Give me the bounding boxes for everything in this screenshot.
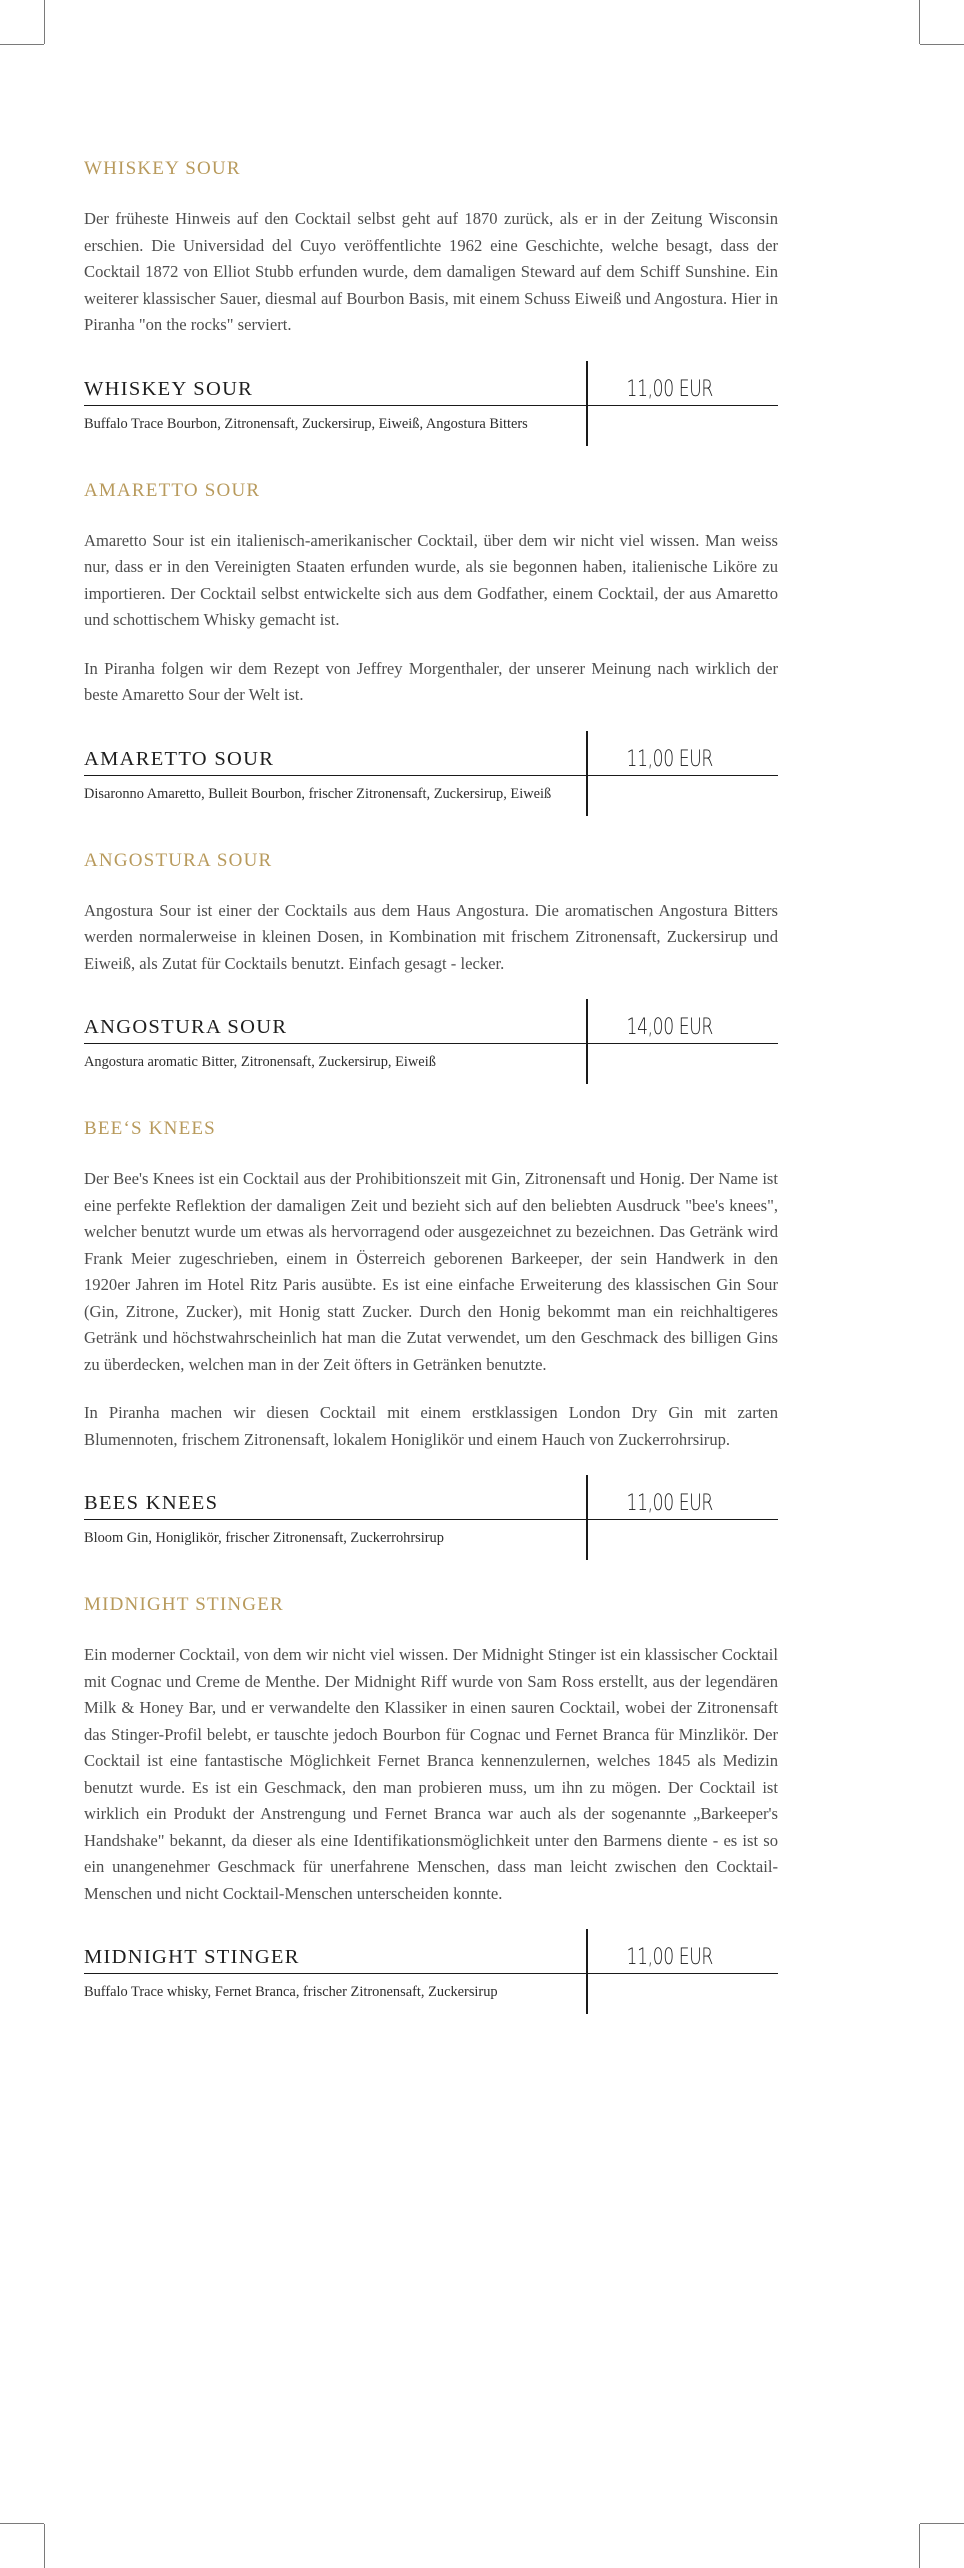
item-price: 11,00 EUR xyxy=(626,1945,713,1970)
crop-mark xyxy=(44,2524,45,2568)
section-title: MIDNIGHT STINGER xyxy=(84,1594,284,1615)
section-title: BEE‘S KNEES xyxy=(84,1118,216,1139)
item-description: Buffalo Trace whisky, Fernet Branca, frischer Zitronensaft, Zuckersirup xyxy=(84,1984,498,2000)
section-paragraph: In Piranha machen wir diesen Cocktail mit einem erstklassigen London Dry Gin mit zarten Blumennoten, frischem Zitronensaft, lokalem Honiglikör und einem Hauch von Zuckerrohrsirup. xyxy=(84,1403,778,1449)
item-price: 11,00 EUR xyxy=(626,376,713,402)
crop-mark xyxy=(920,44,964,45)
crop-mark xyxy=(919,2524,920,2568)
item-description: Bloom Gin, Honiglikör, frischer Zitronensaft, Zuckerrohrsirup xyxy=(84,1530,444,1546)
menu-section-angostura-sour xyxy=(84,850,778,1085)
item-price: 11,00 EUR xyxy=(626,1491,713,1516)
menu-section-midnight-stinger xyxy=(84,1594,778,2014)
section-paragraph: Ein moderner Cocktail, von dem wir nicht viel wissen. Der Midnight Stinger ist ein klassischer Cocktail mit Cognac und Creme de Menthe. Der Midnight Riff wurde von Sam Ross erstellt, aus der legendären Milk & Honey Bar, und er verwandelte den Klassiker in einen sauren Cocktail, wobei der Zitronensaft das Stinger-Profil belebt, er tauschte jedoch Bourbon für Cognac und Fernet Branca für Minzlikör. Der Cocktail ist eine fantastische Möglichkeit Fernet Branca kennenzulernen, welches 1845 als Medizin benutzt wurde. Es ist ein Geschmack, den man probieren muss, um ihn zu mögen. Der Cocktail ist wirklich ein Produkt der Anstrengung und Fernet Branca war auch als der sogenannte „Barkeeper's Handshake" bekannt, da dieser als eine Identifikationsmöglichkeit unter den Barmens diente - es ist so ein unangenehmer Geschmack für unerfahrene Menschen, dass man leicht zwischen den Cocktail-Menschen und nicht Cocktail-Menschen unterscheiden konnte. xyxy=(84,1645,778,1903)
menu-section-whiskey-sour xyxy=(84,158,778,446)
section-paragraph: In Piranha folgen wir dem Rezept von Jeffrey Morgenthaler, der unserer Meinung nach wirklich der beste Amaretto Sour der Welt ist. xyxy=(84,658,778,704)
section-title: ANGOSTURA SOUR xyxy=(84,849,273,871)
crop-mark xyxy=(44,0,45,44)
menu-section-amaretto-sour xyxy=(84,480,778,816)
item-header xyxy=(84,361,778,406)
menu-item xyxy=(84,999,778,1084)
item-header xyxy=(84,1475,778,1520)
crop-mark xyxy=(919,0,920,44)
item-header xyxy=(84,999,778,1044)
item-name: WHISKEY SOUR xyxy=(84,377,254,400)
section-paragraph: Der Bee's Knees ist ein Cocktail aus der Prohibitionszeit mit Gin, Zitronensaft und Honig. Der Name ist eine perfekte Reflektion der damaligen Zeit und bezieht sich auf den beliebten Ausdruck "bee's knees", welcher benutzt wurde um etwas als hervorragend oder ausgezeichnet zu bezeichnen. Das Getränk wird Frank Meier zugeschrieben, einem in Österreich geborenen Barkeeper, der sein Handwerk in den 1920er Jahren im Hotel Ritz Paris ausübte. Es ist eine einfache Erweiterung des klassischen Gin Sour (Gin, Zitrone, Zucker), mit Honig statt Zucker. Durch den Honig bekommt man ein reichhaltigeres Getränk und höchstwahrscheinlich hat man die Zutat verwendet, um den Geschmack des billigen Gins zu überdecken, welchen man in der Zeit öfters in Getränken benutzte. xyxy=(84,1169,778,1374)
menu-section-bees-knees xyxy=(84,1118,778,1560)
section-title: WHISKEY SOUR xyxy=(84,158,241,179)
item-name: AMARETTO SOUR xyxy=(84,747,275,770)
menu-item xyxy=(84,1929,778,2014)
crop-mark xyxy=(0,44,44,45)
item-name: BEES KNEES xyxy=(84,1492,219,1514)
item-name: MIDNIGHT STINGER xyxy=(84,1946,300,1968)
section-paragraph: Amaretto Sour ist ein italienisch-amerikanischer Cocktail, über dem wir nicht viel wissen. Man weiss nur, dass er in den Vereinigten Staaten erfunden wurde, als sie begonnen haben, italienische Liköre zu importieren. Der Cocktail selbst entwickelte sich aus dem Godfather, einem Cocktail, der aus Amaretto und schottischem Whisky gemacht ist. xyxy=(84,530,778,629)
crop-mark xyxy=(920,2523,964,2524)
item-name: ANGOSTURA SOUR xyxy=(84,1016,288,1038)
item-header xyxy=(84,1929,778,1974)
crop-mark xyxy=(0,2523,44,2524)
menu-item xyxy=(84,361,778,446)
item-header xyxy=(84,731,778,776)
item-description: Buffalo Trace Bourbon, Zitronensaft, Zuckersirup, Eiweiß, Angostura Bitters xyxy=(84,415,528,432)
section-paragraph: Der früheste Hinweis auf den Cocktail selbst geht auf 1870 zurück, als er in der Zeitung Wisconsin erschien. Die Universidad del Cuyo veröffentlichte 1962 eine Geschichte, welche besagt, dass der Cocktail 1872 von Elliot Stubb erfunden wurde, dem damaligen Steward auf dem Schiff Sunshine. Ein weiterer klassischer Sauer, diesmal auf Bourbon Basis, mit einem Schuss Eiweiß und Angostura. Hier in Piranha "on the rocks" serviert. xyxy=(84,209,778,334)
menu-item xyxy=(84,1475,778,1560)
section-paragraph: Angostura Sour ist einer der Cocktails aus dem Haus Angostura. Die aromatischen Angostura Bitters werden normalerweise in kleinen Dosen, in Kombination mit frischem Zitronensaft, Zuckersirup und Eiweiß, als Zutat für Cocktails benutzt. Einfach gesagt - lecker. xyxy=(84,900,778,973)
item-price: 14,00 EUR xyxy=(626,1015,713,1040)
menu-item xyxy=(84,731,778,816)
item-description: Disaronno Amaretto, Bulleit Bourbon, frischer Zitronensaft, Zuckersirup, Eiweiß xyxy=(84,785,552,802)
section-title: AMARETTO SOUR xyxy=(84,479,261,501)
item-price: 11,00 EUR xyxy=(626,746,713,772)
item-description: Angostura aromatic Bitter, Zitronensaft, Zuckersirup, Eiweiß xyxy=(84,1054,436,1070)
menu-content xyxy=(84,158,778,2048)
